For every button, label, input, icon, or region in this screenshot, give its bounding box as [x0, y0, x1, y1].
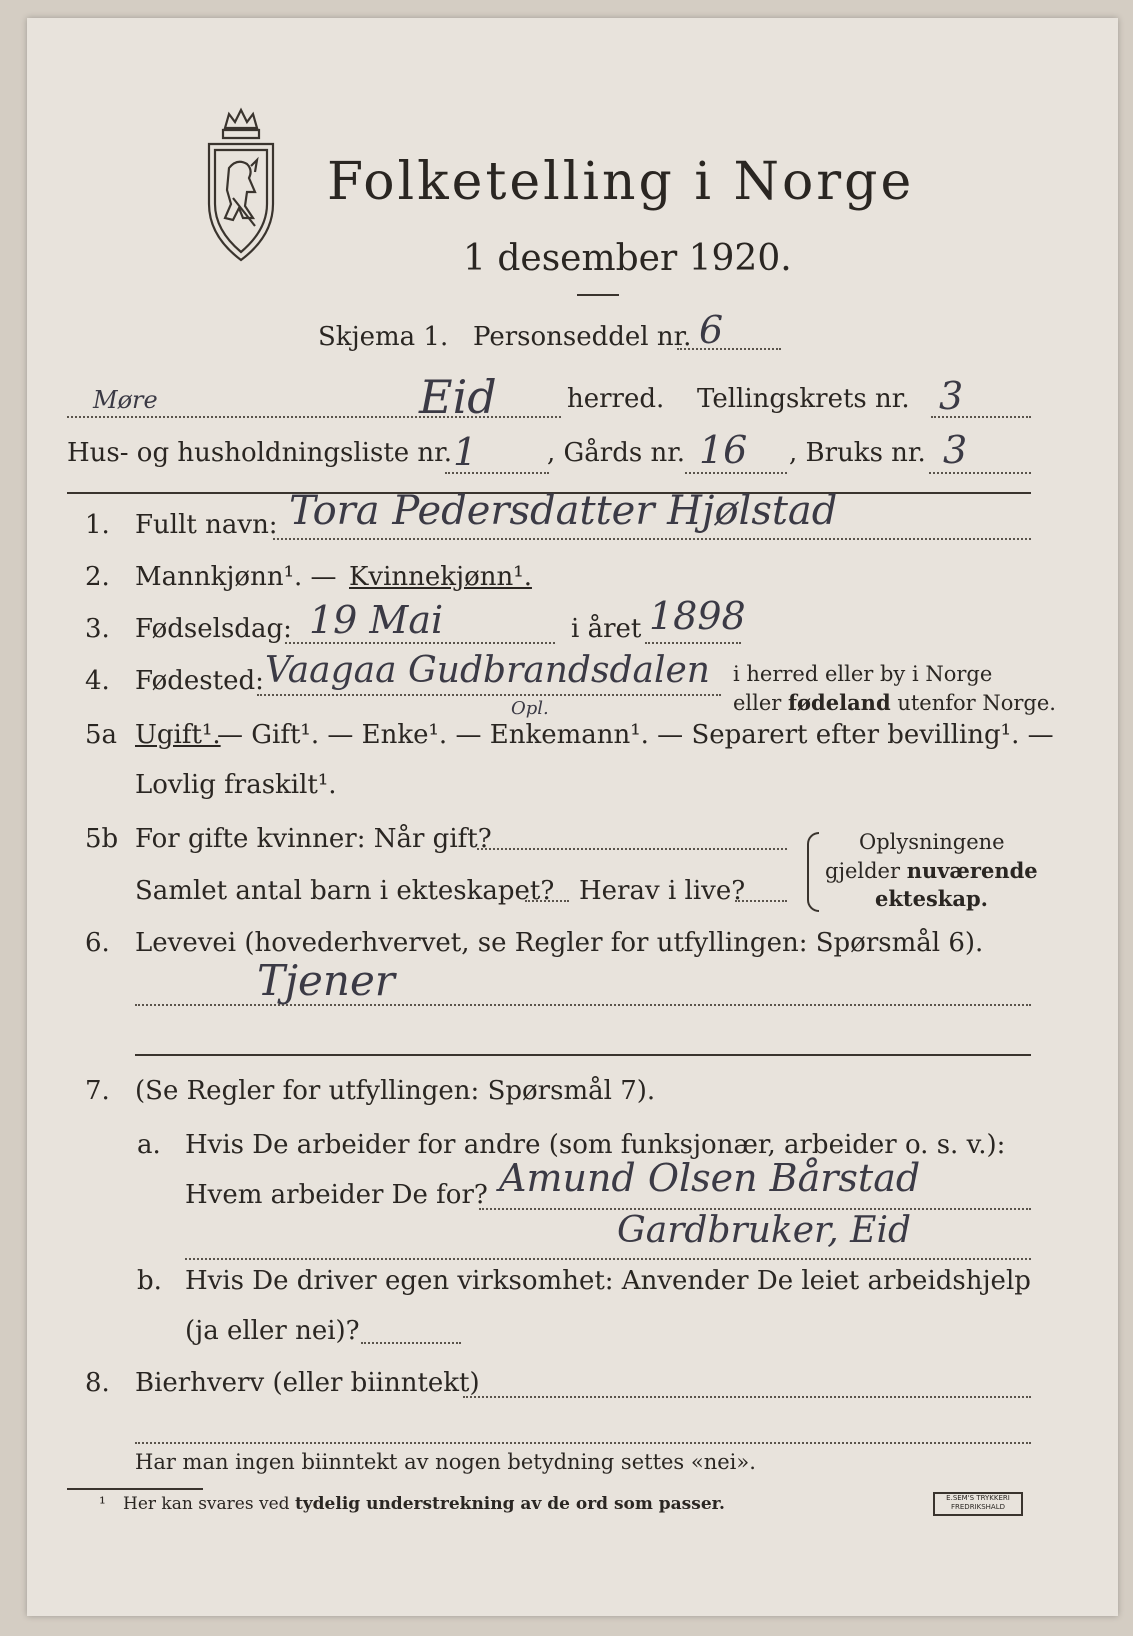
- birthday-field[interactable]: [285, 642, 555, 644]
- q5a-other-options[interactable]: — Gift¹. — Enke¹. — Enkemann¹. — Separert efter bevilling¹. —: [217, 720, 1054, 750]
- personseddel-value: 6: [699, 308, 724, 352]
- title-divider: [577, 294, 619, 296]
- q7b-hired-help-label: (ja eller nei)?: [185, 1316, 360, 1346]
- printer-stamp-line2: FREDRIKSHALD: [950, 1503, 1005, 1511]
- q5a-lovlig-fraskilt[interactable]: Lovlig fraskilt¹.: [135, 770, 337, 800]
- q5b-children-label: Samlet antal barn i ekteskapet?: [135, 876, 555, 906]
- form-title: Folketelling i Norge: [327, 152, 915, 212]
- employer-value: Amund Olsen Bårstad: [499, 1156, 921, 1200]
- printer-stamp: [933, 1492, 1023, 1516]
- q3-year-label: i året: [571, 614, 642, 644]
- gards-field[interactable]: [685, 472, 787, 474]
- q7b-label: Hvis De driver egen virksomhet: Anvender De leiet arbeidshjelp: [185, 1266, 1031, 1296]
- employer-field-line2[interactable]: [185, 1258, 1031, 1260]
- bruks-label: , Bruks nr.: [789, 438, 926, 468]
- husliste-label: Hus- og husholdningsliste nr.: [67, 438, 453, 468]
- printer-stamp-line1: E.SEM'S TRYKKERI: [946, 1494, 1010, 1502]
- q2-number: 2.: [85, 562, 110, 592]
- q7-label: (Se Regler for utfyllingen: Spørsmål 7).: [135, 1076, 656, 1106]
- q2-kvinnekjonn[interactable]: Kvinnekjønn¹.: [349, 562, 532, 592]
- q7a-letter: a.: [137, 1130, 161, 1160]
- q8-label: Bierhverv (eller biinntekt): [135, 1368, 480, 1398]
- birth-year-value: 1898: [649, 594, 746, 638]
- footnote-rule: [67, 1488, 203, 1490]
- herred-value: Eid: [419, 370, 497, 424]
- tellingskrets-value: 3: [939, 374, 964, 418]
- full-name-field[interactable]: [273, 538, 1031, 540]
- q4-number: 4.: [85, 666, 110, 696]
- q7a-employer-label: Hvem arbeider De for?: [185, 1180, 488, 1210]
- q4-note-line2: eller fødeland utenfor Norge.: [733, 690, 1056, 715]
- q7-number: 7.: [85, 1076, 110, 1106]
- birthplace-county-note: Opl.: [511, 698, 549, 719]
- personseddel-field[interactable]: [677, 348, 781, 350]
- q5a-number: 5a: [85, 720, 118, 750]
- q3-label: Fødselsdag:: [135, 614, 292, 644]
- children-count-field[interactable]: [525, 900, 569, 902]
- q6-number: 6.: [85, 928, 110, 958]
- children-alive-field[interactable]: [735, 900, 787, 902]
- q3-number: 3.: [85, 614, 110, 644]
- footnote-mark: ¹: [99, 1494, 106, 1514]
- q4-label: Fødested:: [135, 666, 264, 696]
- q5b-label: For gifte kvinner: Når gift?: [135, 824, 492, 854]
- herred-label: herred.: [567, 384, 665, 414]
- skjema-label: Skjema 1.: [318, 322, 449, 352]
- q8-number: 8.: [85, 1368, 110, 1398]
- q5a-ugift[interactable]: Ugift¹.: [135, 720, 221, 750]
- q5b-note-line2: gjelder nuværende: [825, 858, 1038, 883]
- bruks-field[interactable]: [929, 472, 1031, 474]
- q7b-letter: b.: [137, 1266, 162, 1296]
- q8-note: Har man ingen biinntekt av nogen betydning settes «nei».: [135, 1450, 756, 1474]
- occupation-line2: [135, 1054, 1031, 1056]
- gards-value: 16: [699, 428, 748, 472]
- census-form-page: [27, 18, 1118, 1616]
- q5b-note-line1: Oplysningene: [859, 830, 1005, 854]
- q7a-label: Hvis De arbeider for andre (som funksjonær, arbeider o. s. v.):: [185, 1130, 1006, 1160]
- employer-occupation-value: Gardbruker, Eid: [617, 1210, 912, 1251]
- birthplace-value: Vaagaa Gudbrandsdalen: [265, 650, 710, 691]
- q1-number: 1.: [85, 510, 110, 540]
- census-date: 1 desember 1920.: [463, 238, 792, 279]
- q5b-brace: [807, 832, 819, 912]
- tellingskrets-label: Tellingskrets nr.: [697, 384, 910, 414]
- q5b-number: 5b: [85, 824, 119, 854]
- q2-mannkjonn[interactable]: Mannkjønn¹. —: [135, 562, 337, 592]
- birthplace-field[interactable]: [257, 694, 721, 696]
- married-when-field[interactable]: [477, 848, 787, 850]
- region-note: Møre: [93, 386, 158, 414]
- q5b-alive-label: Herav i live?: [579, 876, 746, 906]
- side-income-field[interactable]: [463, 1396, 1031, 1398]
- personseddel-label: Personseddel nr.: [473, 322, 692, 352]
- husliste-value: 1: [453, 430, 478, 474]
- q5b-note-line3: ekteskap.: [875, 886, 988, 911]
- birth-year-field[interactable]: [645, 642, 741, 644]
- side-income-field-line2[interactable]: [135, 1442, 1031, 1444]
- footnote-text: Her kan svares ved tydelig understrekning av de ord som passer.: [123, 1494, 725, 1514]
- q4-note-line1: i herred eller by i Norge: [733, 662, 993, 686]
- norway-coat-of-arms-icon: [195, 106, 287, 264]
- gards-label: , Gårds nr.: [547, 438, 686, 468]
- birthday-value: 19 Mai: [309, 598, 444, 642]
- hired-help-field[interactable]: [361, 1342, 461, 1344]
- full-name-value: Tora Pedersdatter Hjølstad: [289, 488, 838, 534]
- q6-label: Levevei (hovederhvervet, se Regler for utfyllingen: Spørsmål 6).: [135, 928, 984, 958]
- occupation-value: Tjener: [257, 956, 395, 1005]
- q1-label: Fullt navn:: [135, 510, 278, 540]
- bruks-value: 3: [943, 428, 968, 472]
